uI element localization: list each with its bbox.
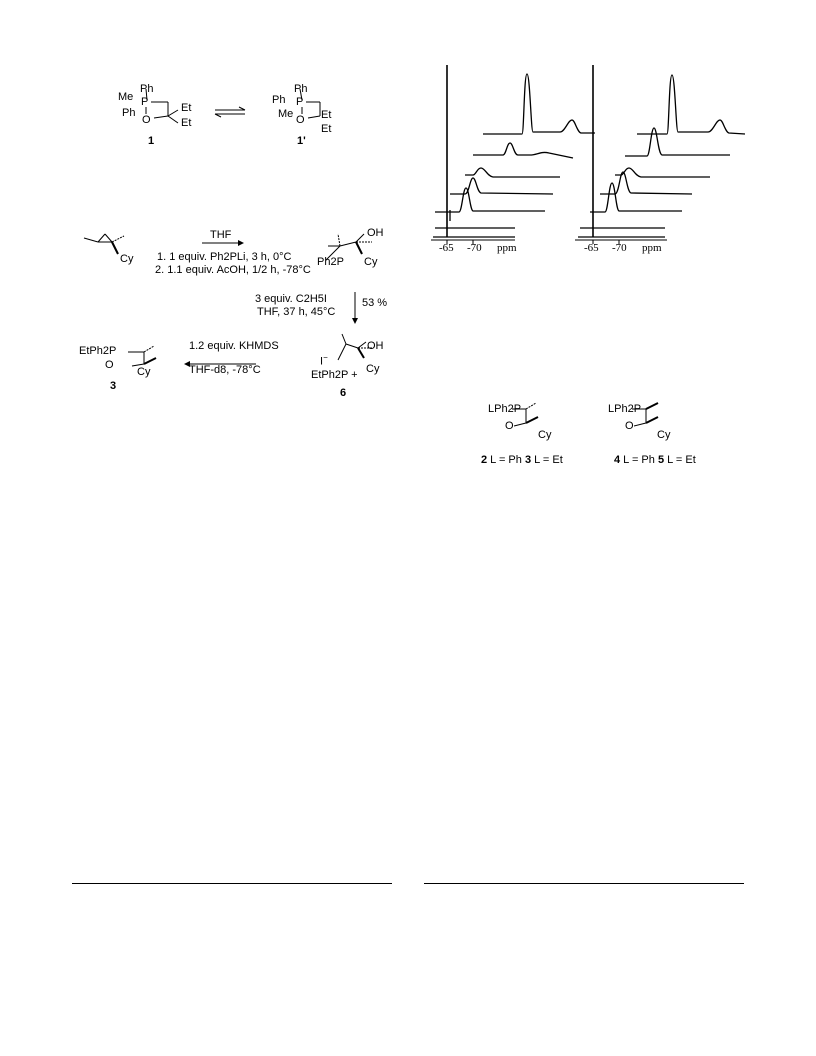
phosphine-ph2p: Ph2P xyxy=(317,256,344,268)
right-tick-65: -65 xyxy=(584,242,599,254)
compound-1prime-label: 1' xyxy=(297,135,306,147)
c1p-o: O xyxy=(296,114,305,126)
structure-right-caption: 4 L = Ph 5 L = Et xyxy=(614,454,696,466)
step2-line2: THF, 37 h, 45°C xyxy=(257,306,336,318)
structure-right-o: O xyxy=(625,420,634,432)
left-panel-traces xyxy=(433,65,595,237)
product-cy: Cy xyxy=(137,366,151,378)
structure-left-caption: 2 L = Ph 3 L = Et xyxy=(481,454,563,466)
c1p-et-upper: Et xyxy=(321,109,332,121)
c1p-ph: Ph xyxy=(272,94,286,106)
step1-line1: 1. 1 equiv. Ph2PLi, 3 h, 0°C xyxy=(157,251,292,263)
c1-me: Me xyxy=(118,91,134,103)
product-group: EtPh2P xyxy=(79,345,117,357)
iodide-anion: I− xyxy=(320,353,328,368)
step2-yield: 53 % xyxy=(362,297,388,309)
step2-line1: 3 equiv. C2H5I xyxy=(255,293,327,305)
compound-1-label: 1 xyxy=(148,135,155,147)
step3-line1: 1.2 equiv. KHMDS xyxy=(189,340,279,352)
c1p-top-ph: Ph xyxy=(294,83,308,95)
product-o: O xyxy=(105,359,114,371)
salt-cy: Cy xyxy=(366,363,380,375)
step3-line2: THF-d8, -78°C xyxy=(189,364,261,376)
c1p-et-lower: Et xyxy=(321,123,332,135)
nmr-spectra-plot xyxy=(425,60,755,260)
c1-ph: Ph xyxy=(122,107,136,119)
c1-o: O xyxy=(142,114,151,126)
structure-left-o: O xyxy=(505,420,514,432)
structure-left-cy: Cy xyxy=(538,429,552,441)
left-tick-70: -70 xyxy=(467,242,482,254)
footnote-rule-right xyxy=(424,883,744,884)
c1p-p: P xyxy=(296,96,304,108)
salt-oh: OH xyxy=(367,340,384,352)
left-tick-65: -65 xyxy=(439,242,454,254)
phosphine-oh: OH xyxy=(367,227,384,239)
footnote-rule-left xyxy=(72,883,392,884)
compound-3-label: 3 xyxy=(110,380,117,392)
compound-6-label: 6 xyxy=(340,387,347,399)
right-ppm-label: ppm xyxy=(642,242,662,254)
c1-et-upper: Et xyxy=(181,102,192,114)
c1-top-ph: Ph xyxy=(140,83,154,95)
c1-p: P xyxy=(141,96,149,108)
c1-et-lower: Et xyxy=(181,117,192,129)
structure-right-group: LPh2P xyxy=(608,403,642,415)
structure-right-cy: Cy xyxy=(657,429,671,441)
right-tick-70: -70 xyxy=(612,242,627,254)
left-ppm-label: ppm xyxy=(497,242,517,254)
c1p-me: Me xyxy=(278,108,294,120)
step1-line2: 2. 1.1 equiv. AcOH, 1/2 h, -78°C xyxy=(155,264,311,276)
salt-cation: EtPh2P + xyxy=(311,369,358,381)
structure-left-group: LPh2P xyxy=(488,403,522,415)
step1-solvent: THF xyxy=(210,229,232,241)
epoxide-cy: Cy xyxy=(120,253,134,265)
right-panel-traces xyxy=(578,65,745,237)
phosphine-cy: Cy xyxy=(364,256,378,268)
